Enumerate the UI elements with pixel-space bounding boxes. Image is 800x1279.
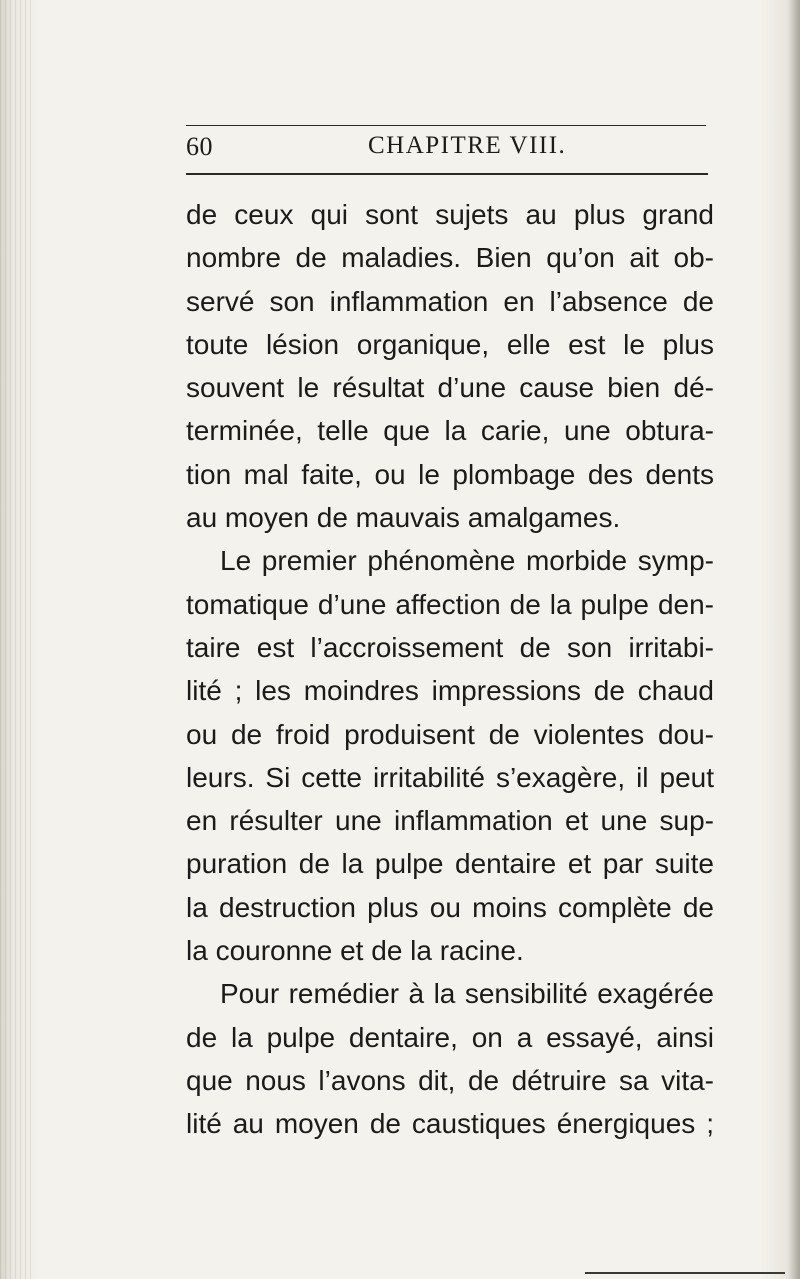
text-line: lité ; les moindres impressions de chaud — [186, 675, 714, 707]
binding-edge-right — [788, 0, 800, 1279]
text-line: leurs. Si cette irritabilité s’exagère, il peut — [186, 761, 714, 793]
header-bottom-rule — [186, 173, 708, 175]
text-line: souvent le résultat d’une cause bien dé- — [186, 372, 714, 404]
text-line: terminée, telle que la carie, une obtura- — [186, 415, 714, 447]
text-line: puration de la pulpe dentaire et par suite — [186, 848, 714, 880]
bottom-edge-rule — [585, 1272, 785, 1274]
text-line: de la pulpe dentaire, on a essayé, ainsi — [186, 1021, 714, 1053]
text-line: lité au moyen de caustiques énergiques ; — [186, 1108, 714, 1140]
text-line: taire est l’accroissement de son irritabi- — [186, 631, 714, 663]
text-line: la couronne et de la racine. — [186, 935, 524, 967]
header-top-rule — [186, 125, 706, 126]
chapter-title: CHAPITRE VIII. — [368, 132, 567, 159]
text-line: tion mal faite, ou le plombage des dents — [186, 458, 714, 490]
text-line: nombre de maladies. Bien qu’on ait ob- — [186, 242, 714, 274]
text-line: la destruction plus ou moins complète de — [186, 891, 714, 923]
text-line: servé son inflammation en l’absence de — [186, 285, 714, 317]
page-number: 60 — [186, 132, 213, 161]
text-line: tomatique d’une affection de la pulpe den- — [186, 588, 714, 620]
text-line: toute lésion organique, elle est le plus — [186, 328, 714, 360]
text-line: en résulter une inflammation et une sup- — [186, 805, 714, 837]
paragraph-start-line: Le premier phénomène morbide symp- — [220, 545, 714, 577]
binding-edge-left — [0, 0, 34, 1279]
text-line: au moyen de mauvais amalgames. — [186, 502, 621, 534]
running-header — [186, 132, 708, 172]
text-line: ou de froid produisent de violentes dou- — [186, 718, 714, 750]
text-line: de ceux qui sont sujets au plus grand — [186, 199, 714, 230]
body-text — [186, 193, 714, 1146]
paragraph-start-line: Pour remédier à la sensibilité exagérée — [220, 978, 714, 1010]
text-line: que nous l’avons dit, de détruire sa vita- — [186, 1064, 714, 1096]
